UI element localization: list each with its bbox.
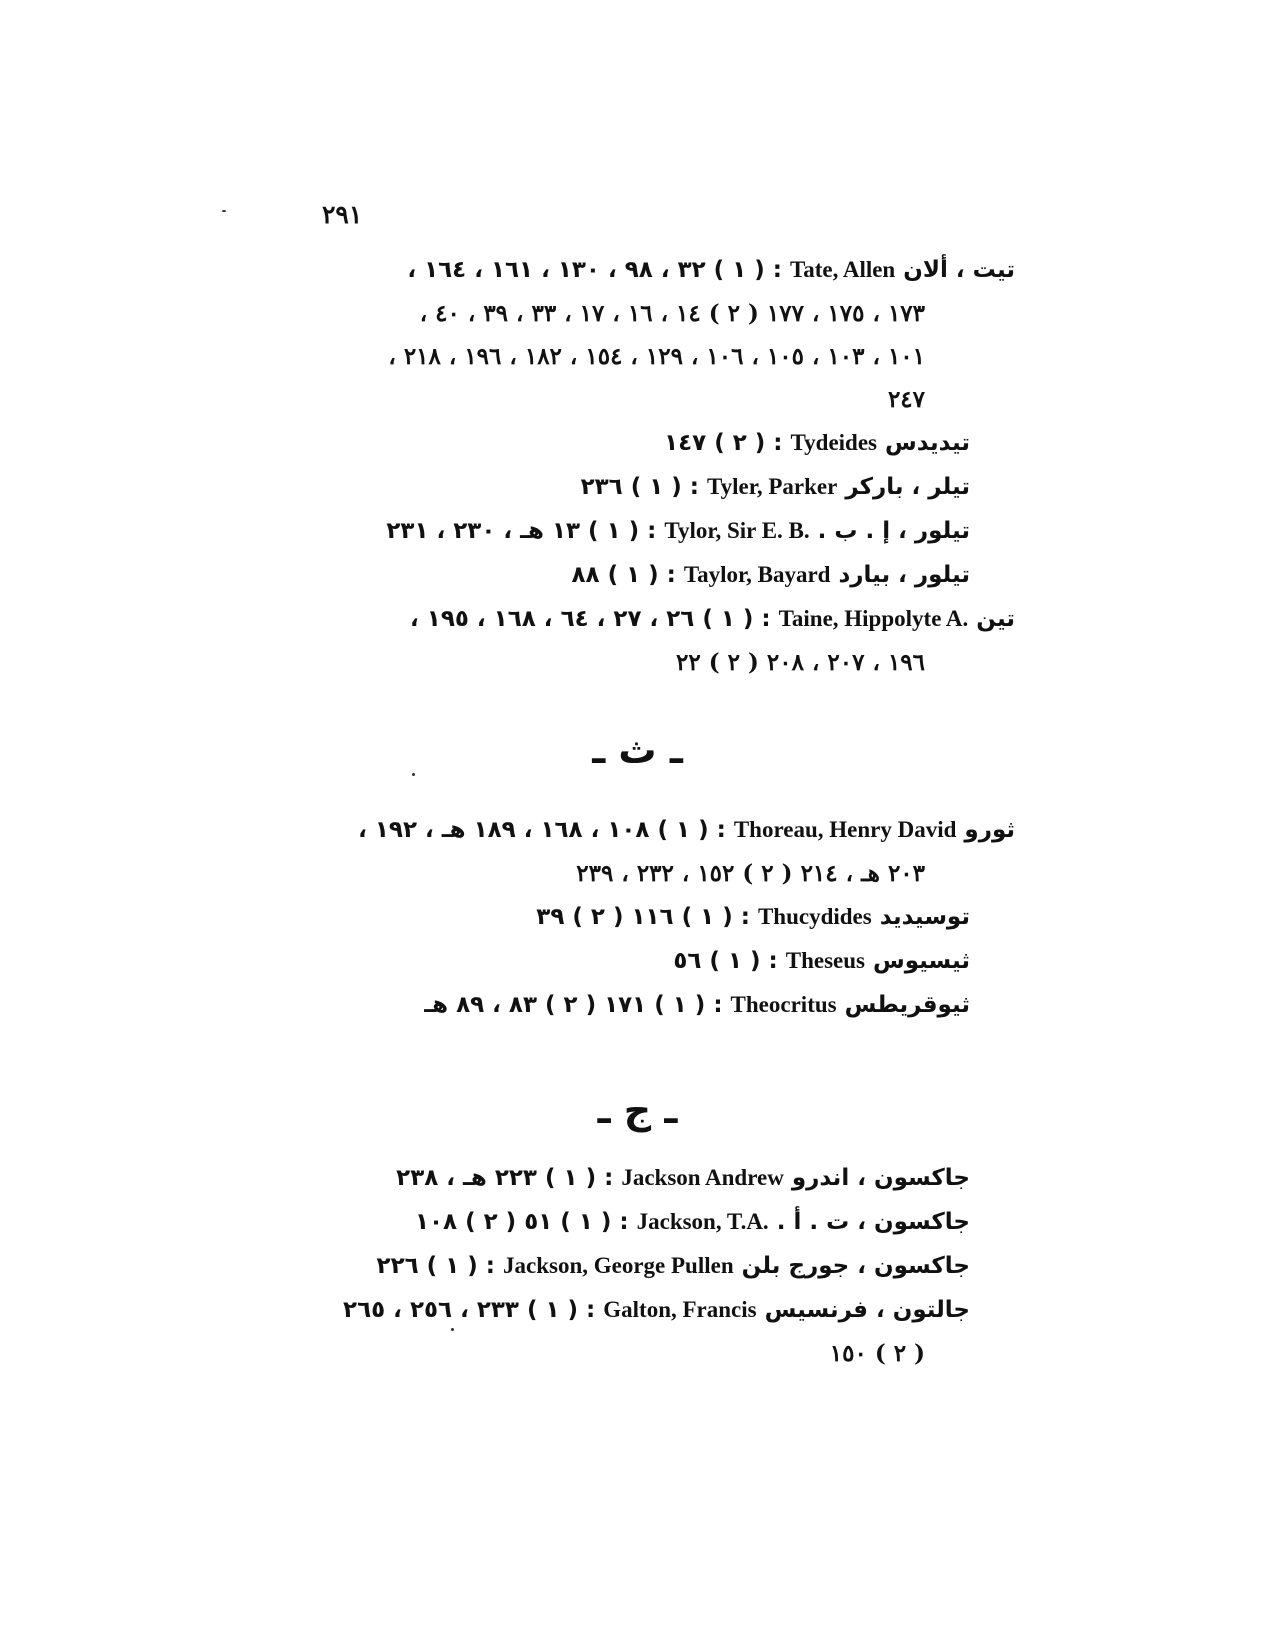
entry-refs: : ( ١ ) ١٣ هـ ، ٢٣٠ ، ٢٣١ [386, 518, 657, 544]
index-entry-galton [255, 1288, 1015, 1332]
entry-refs: : ( ١ ) ٢٦ ، ٢٧ ، ٦٤ ، ١٦٨ ، ١٩٥ ، [410, 606, 771, 632]
entry-heading-arabic: تيلور ، إ . ب . [817, 518, 970, 544]
entry-refs-continued: ٢٤٧ [887, 386, 925, 413]
entry-heading-arabic: جاكسون ، جورج بلن [741, 1253, 970, 1279]
entry-heading-arabic: ثيوقريطس [844, 992, 970, 1018]
entry-refs-continued: ١٠١ ، ١٠٣ ، ١٠٥ ، ١٠٦ ، ١٢٩ ، ١٥٤ ، ١٨٢ ، ١٩٦ ، ٢١٨ ، [388, 343, 925, 370]
page-number: ٢٩١ [322, 200, 363, 229]
entry-heading-arabic: توسيديد [879, 904, 970, 930]
entry-refs: : ( ٢ ) ١٤٧ [664, 430, 783, 456]
index-entry-taine [255, 597, 1015, 641]
entry-heading-latin: Tylor, Sir E. B. [664, 518, 810, 543]
entry-heading-arabic: تيت ، ألان [903, 257, 1015, 283]
section-ta [255, 248, 1015, 684]
letter-heading-tha: ـ ث ـ [592, 728, 683, 772]
entry-heading-arabic: تيديدس [885, 430, 970, 456]
entry-refs: : ( ١ ) ٨٨ [571, 562, 676, 588]
index-entry-tyler [255, 465, 1015, 509]
entry-heading-arabic: تيلور ، بيارد [838, 562, 970, 588]
entry-heading-arabic: ثيسيوس [873, 948, 970, 974]
entry-heading-latin: Jackson, George Pullen [503, 1253, 734, 1278]
section-jim [255, 1156, 1015, 1375]
entry-heading-arabic: جاكسون ، اندرو [791, 1165, 970, 1191]
entry-heading-latin: Galton, Francis [603, 1297, 757, 1322]
index-entry-jackson-andrew [255, 1156, 1015, 1200]
index-entry-tate [255, 248, 1015, 292]
entry-refs: : ( ١ ) ١٧١ ( ٢ ) ٨٣ ، ٨٩ هـ [424, 992, 723, 1018]
entry-refs-continued: ( ٢ ) ١٥٠ [829, 1340, 925, 1367]
entry-heading-latin: Tyler, Parker [707, 474, 838, 499]
entry-refs-continued: ٢٠٣ هـ ، ٢١٤ ( ٢ ) ١٥٢ ، ٢٣٢ ، ٢٣٩ [576, 860, 925, 887]
entry-heading-latin: Taine, Hippolyte A. [778, 606, 969, 631]
entry-heading-arabic: جالتون ، فرنسيس [764, 1297, 970, 1323]
entry-refs: : ( ١ ) ٢٣٦ [580, 474, 699, 500]
entry-heading-latin: Thucydides [757, 904, 872, 929]
speck [222, 210, 226, 212]
index-entry-jackson-ta [255, 1200, 1015, 1244]
entry-heading-arabic: جاكسون ، ت . أ . [776, 1209, 970, 1235]
index-entry-thucydides [255, 895, 1015, 939]
index-entry-thoreau [255, 808, 1015, 852]
entry-heading-latin: Taylor, Bayard [683, 562, 831, 587]
entry-heading-latin: Theocritus [730, 992, 837, 1017]
entry-heading-latin: Theseus [785, 948, 865, 973]
index-entry-tylor [255, 509, 1015, 553]
entry-refs: : ( ١ ) ١٠٨ ، ١٦٨ ، ١٨٩ هـ ، ١٩٢ ، [358, 817, 726, 843]
entry-refs: : ( ١ ) ٥١ ( ٢ ) ١٠٨ [414, 1209, 629, 1235]
entry-refs: : ( ١ ) ٥٦ [673, 948, 778, 974]
entry-heading-latin: Tydeides [790, 430, 877, 455]
entry-refs-continued: ١٧٣ ، ١٧٥ ، ١٧٧ ( ٢ ) ١٤ ، ١٦ ، ١٧ ، ٣٣ ، ٣٩ ، ٤٠ ، [419, 300, 925, 327]
entry-heading-latin: Thoreau, Henry David [733, 817, 957, 842]
entry-refs: : ( ١ ) ٢٣٣ ، ٢٥٦ ، ٢٦٥ [343, 1297, 596, 1323]
entry-heading-latin: Jackson Andrew [621, 1165, 784, 1190]
entry-heading-latin: Jackson, T.A. [636, 1209, 769, 1234]
entry-refs: : ( ١ ) ٢٢٣ هـ ، ٢٣٨ [396, 1165, 614, 1191]
index-entry-taylor [255, 553, 1015, 597]
speck [412, 773, 415, 776]
letter-heading-jim: ـ ج ـ [597, 1088, 678, 1132]
section-tha [255, 808, 1015, 1027]
index-entry-tydeides [255, 421, 1015, 465]
entry-refs: : ( ١ ) ٣٢ ، ٩٨ ، ١٣٠ ، ١٦١ ، ١٦٤ ، [407, 257, 782, 283]
entry-refs-continued: ١٩٦ ، ٢٠٧ ، ٢٠٨ ( ٢ ) ٢٢ [676, 649, 925, 676]
entry-heading-latin: Tate, Allen [790, 257, 896, 282]
index-entry-theseus [255, 939, 1015, 983]
entry-heading-arabic: تين [976, 606, 1015, 632]
entry-heading-arabic: تيلر ، باركر [845, 474, 970, 500]
entry-refs: : ( ١ ) ١١٦ ( ٢ ) ٣٩ [536, 904, 750, 930]
index-entry-theocritus [255, 983, 1015, 1027]
entry-refs: : ( ١ ) ٢٢٦ [376, 1253, 495, 1279]
entry-heading-arabic: ثورو [964, 817, 1015, 843]
index-entry-jackson-george [255, 1244, 1015, 1288]
